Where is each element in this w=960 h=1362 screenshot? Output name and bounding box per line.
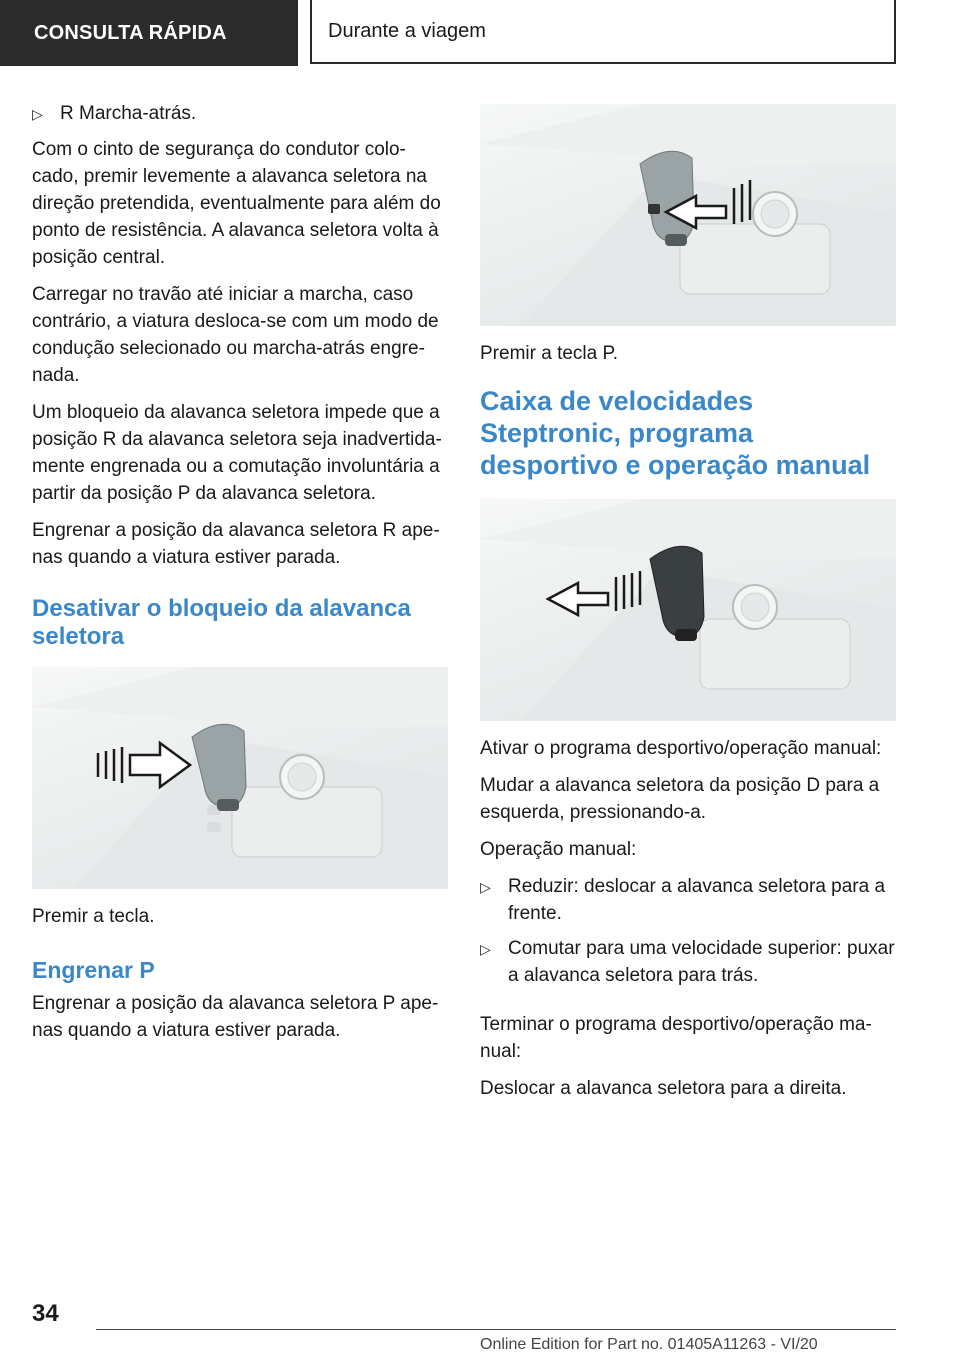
triangle-bullet-icon: ▷: [480, 941, 491, 957]
figure-caption: Premir a tecla P.: [480, 343, 618, 364]
park-button-illustration: [480, 104, 896, 326]
list-item: [480, 873, 896, 927]
bullet-text: Comutar para uma velocidade superior: puxar a alavanca seletora para trás.: [508, 938, 895, 986]
paragraph: Ativar o programa desportivo/operação manual:: [480, 738, 882, 759]
paragraph: Engrenar a posição da alavanca seletora P ape-nas quando a viatura estiver parada.: [32, 993, 439, 1041]
section-heading: Desativar o bloqueio da alavanca seletora: [32, 595, 411, 650]
paragraph: Mudar a alavanca seletora da posição D para a esquerda, pressionando-a.: [480, 775, 880, 823]
footer-edition: Online Edition for Part no. 01405A11263 - VI/20: [480, 1336, 818, 1353]
paragraph: Engrenar a posição da alavanca seletora R ape-nas quando a viatura estiver parada.: [32, 520, 440, 568]
triangle-bullet-icon: ▷: [32, 106, 43, 122]
chapter-tab[interactable]: Durante a viagem: [310, 0, 896, 64]
paragraph: Terminar o programa desportivo/operação ma-nual:: [480, 1014, 872, 1062]
paragraph: Um bloqueio da alavanca seletora impede que a posição R da alavanca seletora seja inadvertida-mente engrenada ou a comutação involuntária a partir da posição P da alavanca seletora.: [32, 402, 442, 504]
footer-divider: [96, 1329, 896, 1330]
steptronic-illustration: [480, 499, 896, 721]
bullet-text: R Marcha-atrás.: [60, 103, 197, 124]
page-header: [0, 0, 960, 66]
figure-caption: Premir a tecla.: [32, 906, 155, 927]
paragraph: Deslocar a alavanca seletora para a direita.: [480, 1078, 847, 1099]
paragraph: Operação manual:: [480, 839, 637, 860]
bullet-text: Reduzir: deslocar a alavanca seletora para a frente.: [508, 876, 886, 924]
list-item: [480, 935, 896, 989]
section-tab[interactable]: CONSULTA RÁPIDA: [0, 0, 298, 66]
section-heading: Engrenar P: [32, 957, 155, 983]
list-item: [32, 100, 448, 128]
gear-selector-unlock-illustration: [32, 667, 448, 889]
paragraph: Com o cinto de segurança do condutor colo-cado, premir levemente a alavanca seletora na direção pretendida, eventualmente para além do ponto de resistência. A alavanca seletora volta à posição central.: [32, 139, 441, 268]
triangle-bullet-icon: ▷: [480, 879, 491, 895]
left-column: [32, 100, 448, 1054]
paragraph: Carregar no travão até iniciar a marcha, caso contrário, a viatura desloca-se com um modo de condução selecionado ou marcha-atrás engre-nada.: [32, 284, 439, 386]
page-number: 34: [32, 1300, 59, 1327]
right-column: [480, 104, 896, 1112]
section-heading: Caixa de velocidades Steptronic, programa desportivo e operação manual: [480, 386, 871, 480]
